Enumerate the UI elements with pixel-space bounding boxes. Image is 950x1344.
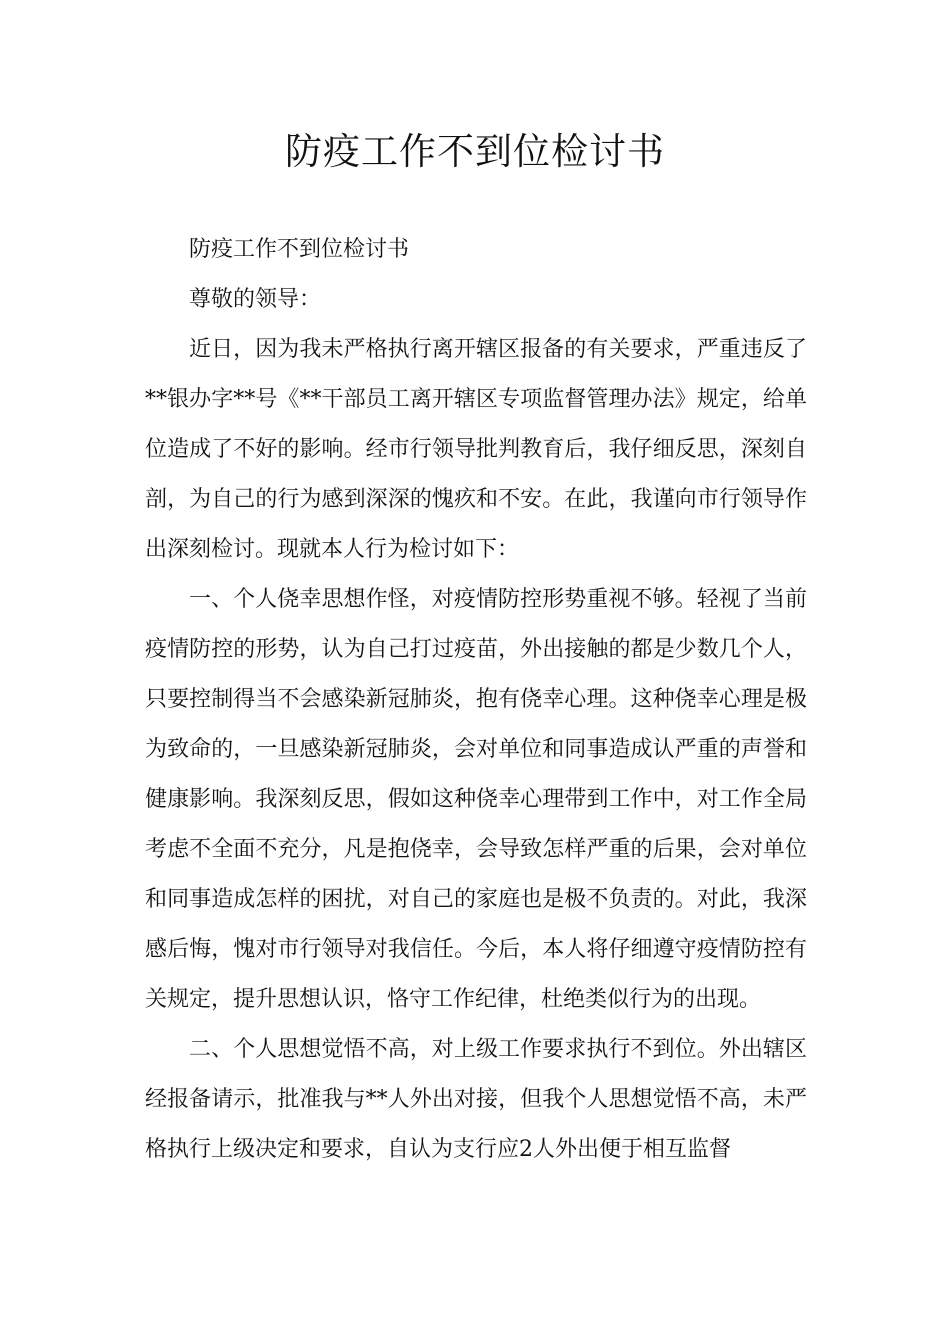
document-title: 防疫工作不到位检讨书 [285, 130, 665, 173]
paragraph-point-one: 一、个人侥幸思想作怪，对疫情防控形势重视不够。轻视了当前疫情防控的形势，认为自己打过疫苗，外出接触的都是少数几个人，只要控制得当不会感染新冠肺炎，抱有侥幸心理。这种侥幸心理是极为致命的，一旦感染新冠肺炎，会对单位和同事造成认严重的声誉和健康影响。我深刻反思，假如这种侥幸心理带到工作中，对工作全局考虑不全面不充分，凡是抱侥幸，会导致怎样严重的后果，会对单位和同事造成怎样的困扰，对自己的家庭也是极不负责的。对此，我深感后悔，愧对市行领导对我信任。今后，本人将仔细遵守疫情防控有关规定，提升思想认识，恪守工作纪律，杜绝类似行为的出现。 [145, 587, 807, 1012]
paragraph-salutation: 尊敬的领导： [189, 287, 322, 312]
document-body [145, 225, 807, 1175]
paragraph-intro: 近日，因为我未严格执行离开辖区报备的有关要求，严重违反了**银办字**号《**干部员工离开辖区专项监督管理办法》规定，给单位造成了不好的影响。经市行领导批判教育后，我仔细反思，深刻自剖，为自己的行为感到深深的愧疚和不安。在此，我谨向市行领导作出深刻检讨。现就本人行为检讨如下： [145, 337, 807, 562]
paragraph-point-two: 二、个人思想觉悟不高，对上级工作要求执行不到位。外出辖区经报备请示，批准我与**人外出对接，但我个人思想觉悟不高，未严格执行上级决定和要求，自认为支行应2人外出便于相互监督 [145, 1037, 807, 1162]
paragraph-subtitle: 防疫工作不到位检讨书 [189, 237, 410, 262]
